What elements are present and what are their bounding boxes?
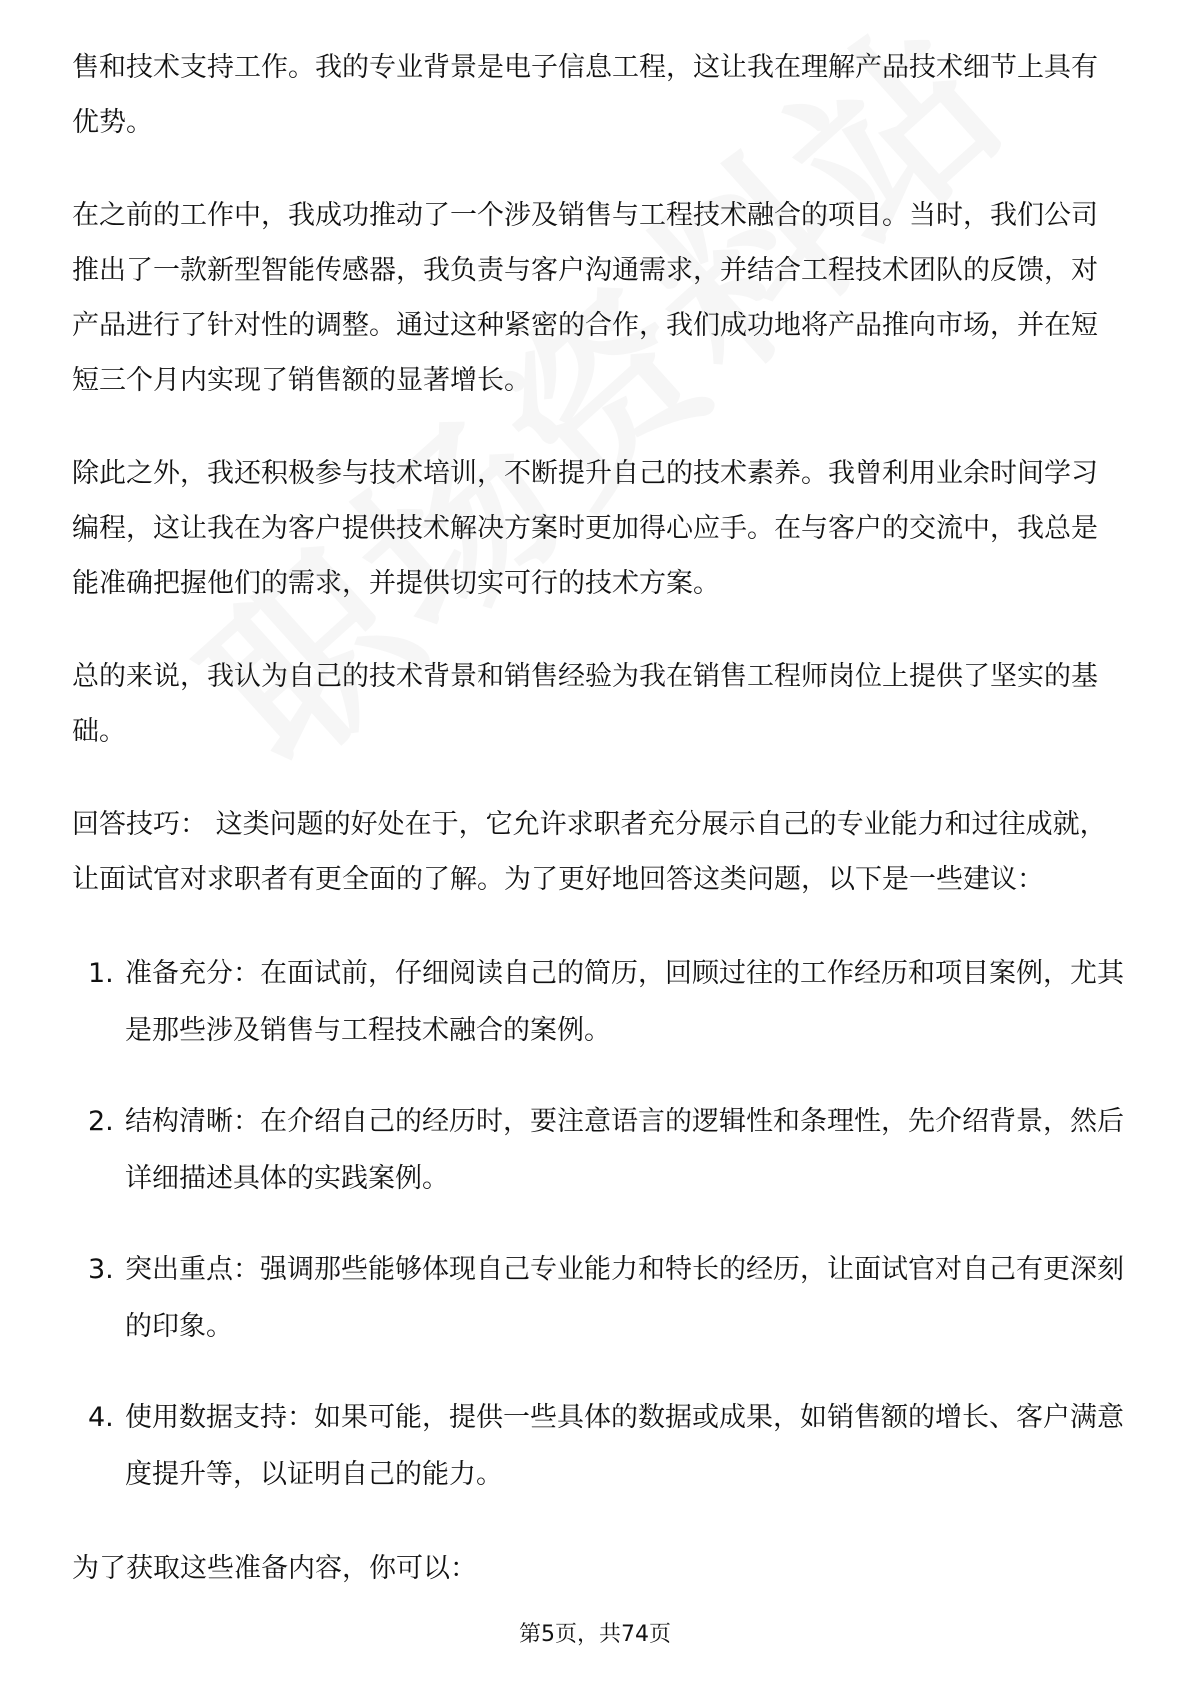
list-item-number: 4. — [88, 1402, 114, 1433]
list-item-number: 2. — [88, 1106, 114, 1137]
list-item — [72, 1389, 1125, 1503]
paragraph-closing: 为了获取这些准备内容，你可以： — [72, 1553, 477, 1584]
list-item-number: 1. — [88, 958, 114, 989]
paragraph-intro-continued: 售和技术支持工作。我的专业背景是电子信息工程，这让我在理解产品技术细节上具有优势。 — [72, 52, 1098, 138]
list-item-number: 3. — [88, 1254, 114, 1285]
paragraph-training: 除此之外，我还积极参与技术培训，不断提升自己的技术素养。我曾利用业余时间学习编程，这让我在为客户提供技术解决方案时更加得心应手。在与客户的交流中，我总是能准确把握他们的需求，并提供切实可行的技术方案。 — [72, 458, 1098, 599]
list-item-text: 结构清晰：在介绍自己的经历时，要注意语言的逻辑性和条理性，先介绍背景，然后详细描述具体的实践案例。 — [125, 1106, 1124, 1194]
list-item-text: 使用数据支持：如果可能，提供一些具体的数据或成果，如销售额的增长、客户满意度提升等，以证明自己的能力。 — [125, 1402, 1124, 1490]
list-item-text: 准备充分：在面试前，仔细阅读自己的简历，回顾过往的工作经历和项目案例，尤其是那些涉及销售与工程技术融合的案例。 — [125, 958, 1124, 1046]
list-item-text: 突出重点：强调那些能够体现自己专业能力和特长的经历，让面试官对自己有更深刻的印象。 — [125, 1254, 1124, 1342]
page-number-footer: 第5页，共74页 — [519, 1622, 671, 1647]
list-item — [72, 1093, 1125, 1207]
document-body — [72, 40, 1122, 1596]
tips-list — [72, 945, 1122, 1503]
paragraph-answer-tips: 回答技巧： 这类问题的好处在于，它允许求职者充分展示自己的专业能力和过往成就，让面试官对求职者有更全面的了解。为了更好地回答这类问题，以下是一些建议： — [72, 809, 1107, 895]
list-item — [72, 1241, 1125, 1355]
paragraph-project: 在之前的工作中，我成功推动了一个涉及销售与工程技术融合的项目。当时，我们公司推出了一款新型智能传感器，我负责与客户沟通需求，并结合工程技术团队的反馈，对产品进行了针对性的调整。通过这种紧密的合作，我们成功地将产品推向市场，并在短短三个月内实现了销售额的显著增长。 — [72, 200, 1098, 396]
list-item — [72, 945, 1125, 1059]
paragraph-summary: 总的来说，我认为自己的技术背景和销售经验为我在销售工程师岗位上提供了坚实的基础。 — [72, 661, 1098, 747]
